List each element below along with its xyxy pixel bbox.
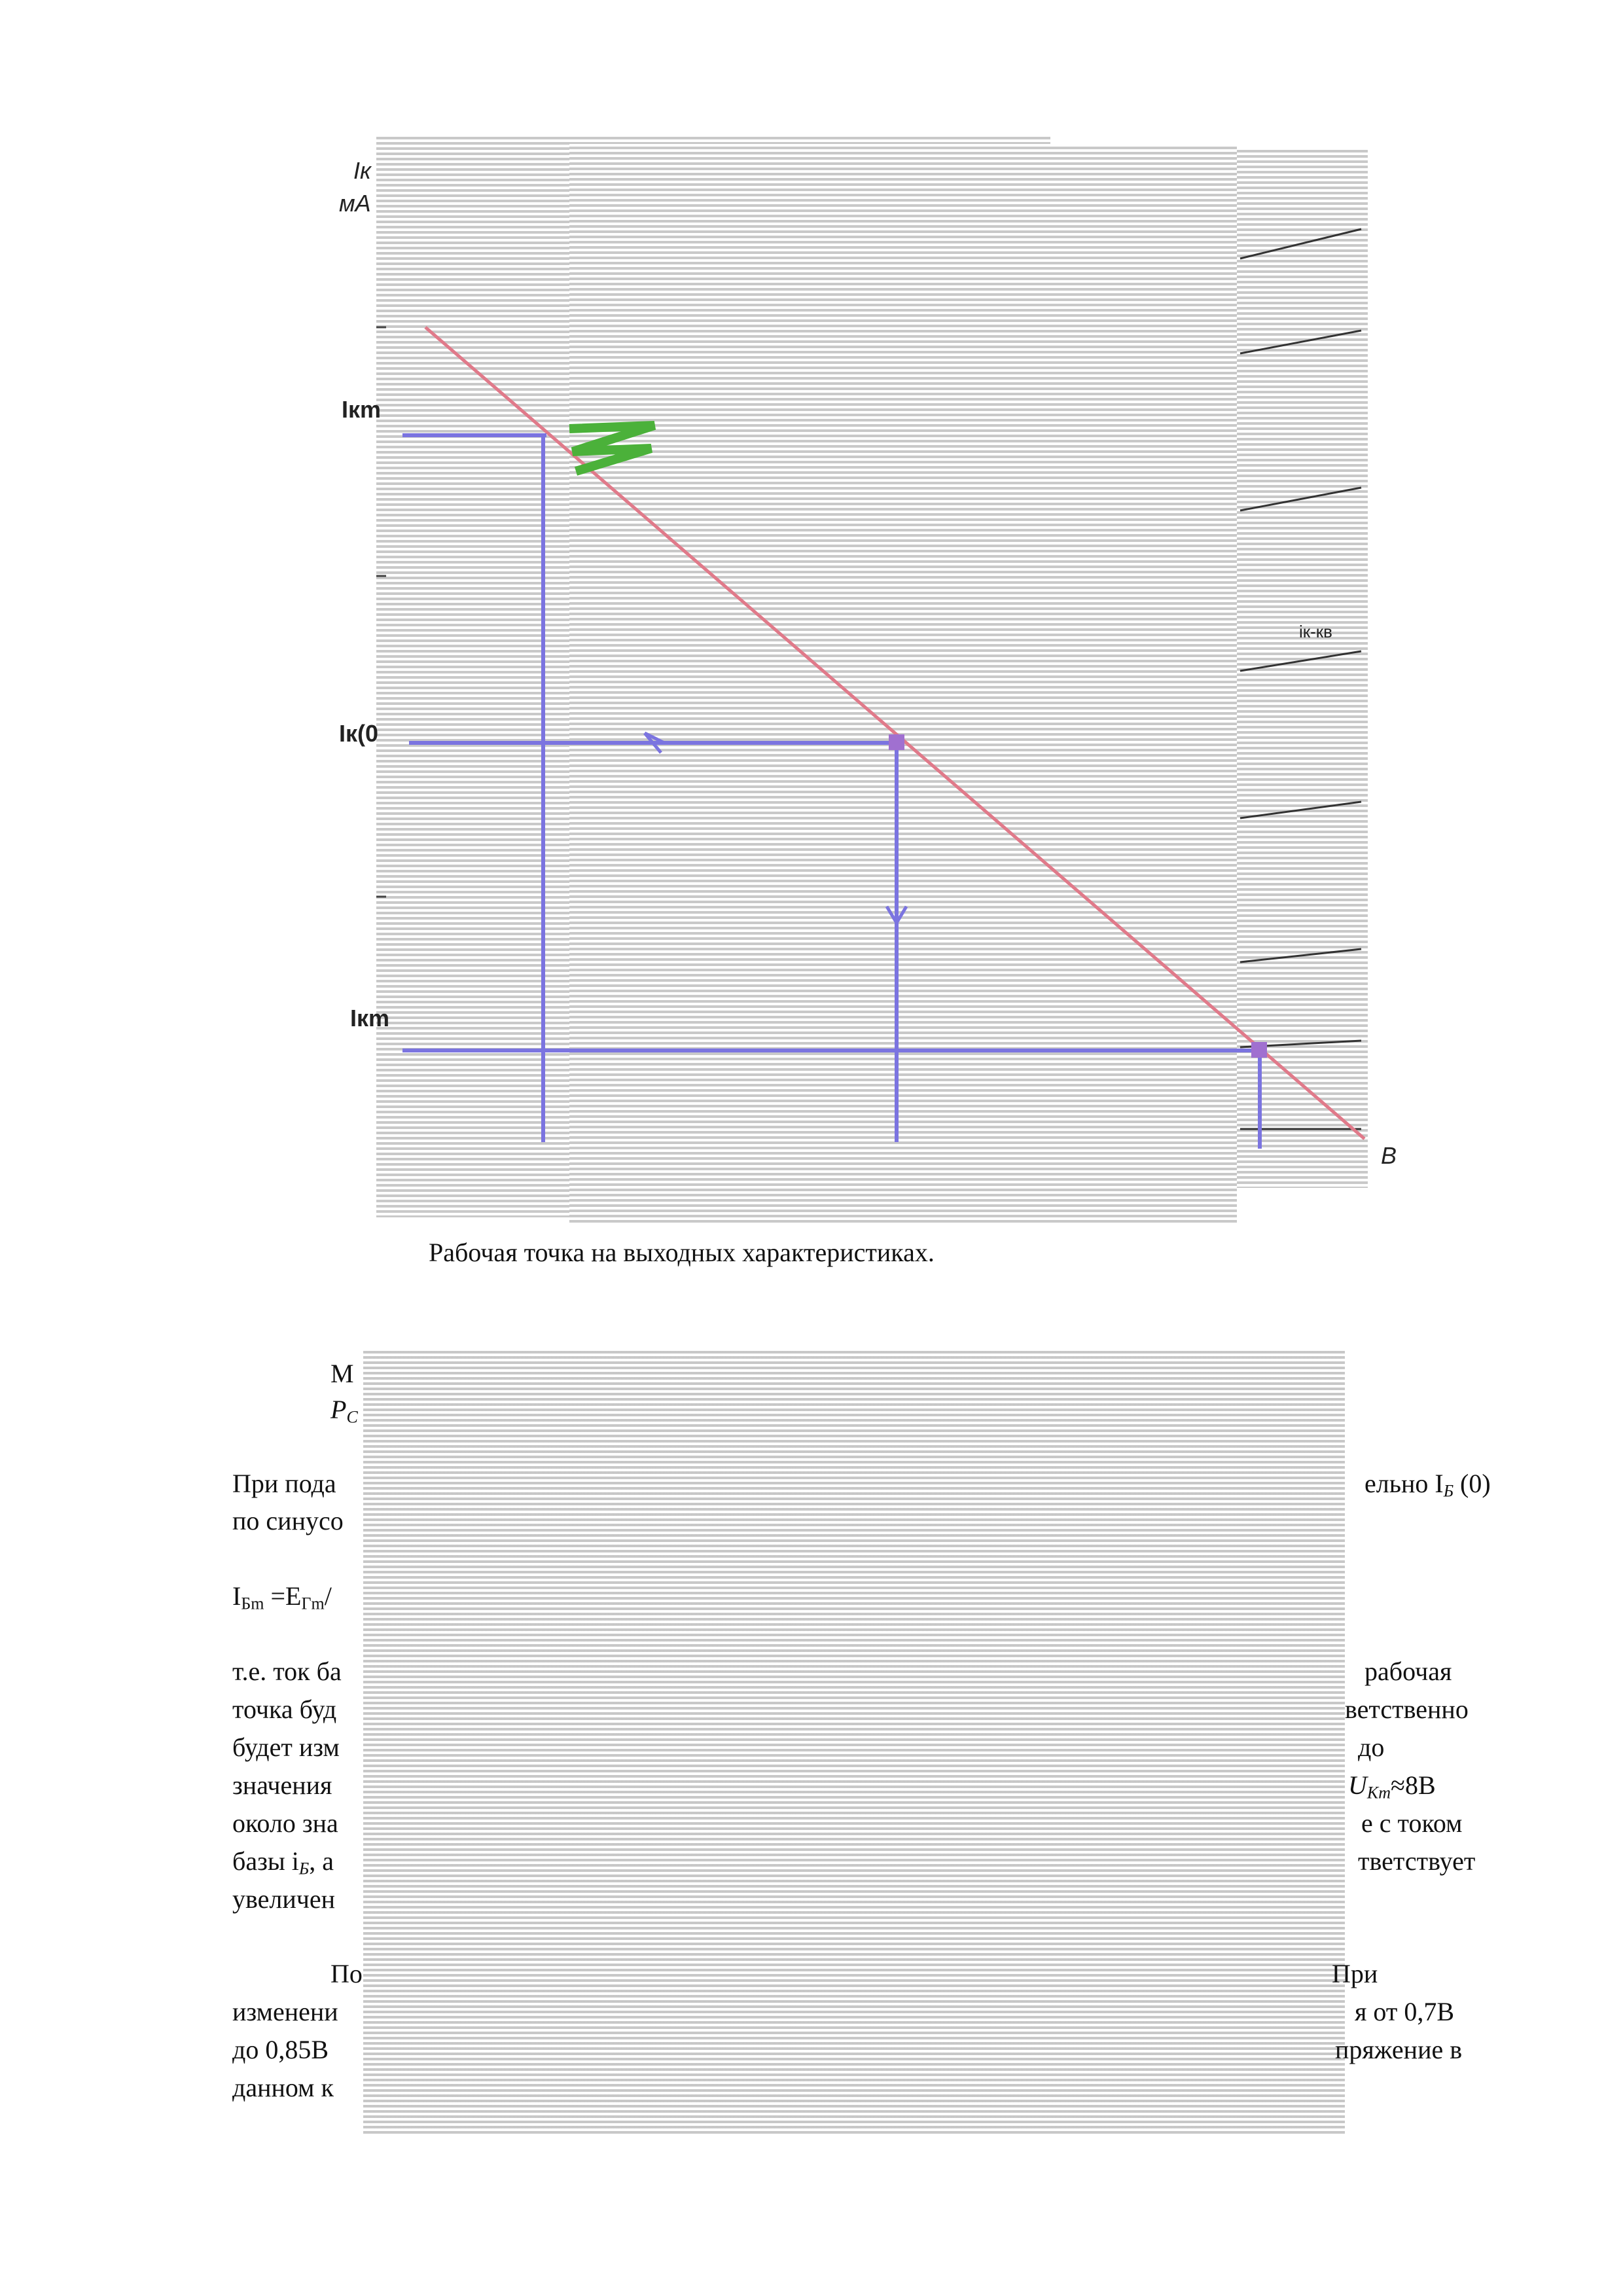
label-ik-max: Iкm <box>342 396 382 423</box>
para3-line3-start: будет изм <box>232 1732 340 1762</box>
para3-line4-end: $U_{Km}\approx 8В$ <box>1348 1770 1436 1803</box>
para4-line1-start: По <box>330 1959 363 1988</box>
label-ik-0: Iк(0 <box>339 720 379 747</box>
para3-line1-start: т.е. ток ба <box>232 1657 342 1686</box>
para2-line1-start: При пода <box>232 1469 336 1498</box>
para3-line7-start: увеличен <box>232 1884 336 1914</box>
para4-line1-end: При <box>1332 1959 1378 1988</box>
para1-line2: $P_C$ <box>330 1395 358 1427</box>
para3-line6-end: тветствует <box>1358 1846 1476 1876</box>
para4-line3-start: до 0,85В <box>232 2035 329 2064</box>
para3-line1-end: рабочая <box>1364 1657 1452 1686</box>
output-curve-3 <box>1240 488 1361 511</box>
y-axis-unit: мА <box>339 190 371 217</box>
operating-point-min <box>1251 1042 1267 1058</box>
output-characteristic-curves <box>1240 229 1361 1129</box>
para2-line2: по синусо <box>232 1506 344 1535</box>
projection-lines <box>402 435 1263 1149</box>
para3-line2-start: точка буд <box>232 1695 337 1724</box>
para3-line6-start: базы $i_Б$, а <box>232 1846 334 1878</box>
para4-line2-end: я от 0,7В <box>1355 1997 1455 2026</box>
operating-point-q <box>889 734 904 750</box>
output-curve-2 <box>1240 331 1361 353</box>
text-overlay-plate <box>363 1348 1345 2134</box>
para3-line2-end: ветственно <box>1345 1695 1469 1724</box>
para3-line4-start: значения <box>232 1770 332 1800</box>
para4-line4-start: данном к <box>232 2073 334 2102</box>
output-curve-1 <box>1240 229 1361 259</box>
x-axis-unit: В <box>1381 1142 1397 1169</box>
para2-line1-end: ельно $I_Б$ (0) <box>1364 1469 1491 1501</box>
para3-line5-end: е с током <box>1361 1808 1463 1838</box>
para4-line3-end: пряжение в <box>1335 2035 1463 2064</box>
para4-line2-start: изменени <box>232 1997 338 2026</box>
para3-line5-start: около зна <box>232 1808 338 1838</box>
output-curve-6 <box>1240 949 1361 962</box>
formula-line: $I_{Бm} =E_{Гm}/$ <box>232 1581 332 1613</box>
y-axis-label: Iк <box>353 157 371 184</box>
label-ik-min: Iкm <box>350 1005 390 1031</box>
output-curve-4 <box>1240 651 1361 671</box>
output-curve-5 <box>1240 802 1361 818</box>
curve-label: iк-кв <box>1299 622 1332 641</box>
para1-line1: М <box>330 1359 354 1388</box>
figure-caption: Рабочая точка на выходных характеристиках. <box>429 1238 935 1267</box>
para3-line3-end: до <box>1358 1732 1385 1762</box>
